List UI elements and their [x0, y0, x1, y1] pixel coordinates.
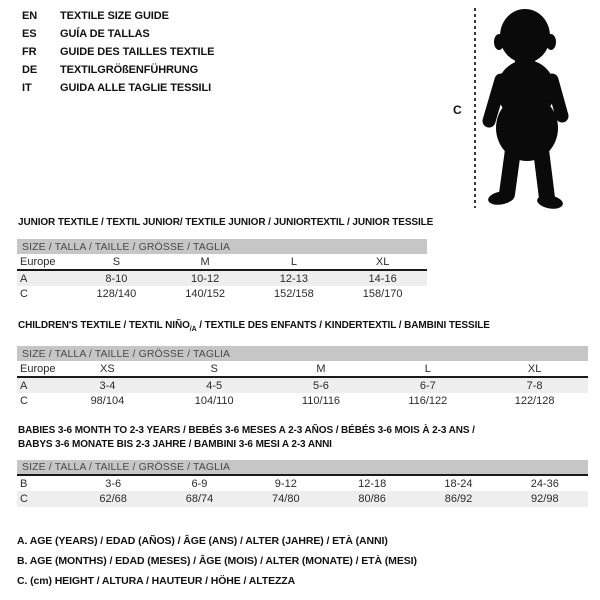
- size-header-label: SIZE / TALLA / TAILLE / GRÖSSE / TAGLIA: [17, 346, 588, 361]
- size-column-header: M: [268, 361, 375, 377]
- size-header-bar: [17, 239, 427, 254]
- table-row-height: [17, 393, 588, 409]
- footnote-a: A. AGE (YEARS) / EDAD (AÑOS) / ÂGE (ANS) / ALTER (JAHRE) / ETÀ (ANNI): [17, 535, 388, 547]
- row-label: C: [17, 491, 70, 507]
- cell: 4-5: [161, 377, 268, 393]
- cell: 3-4: [54, 377, 161, 393]
- children-size-table: [17, 346, 588, 409]
- table-row-age: [17, 377, 588, 393]
- language-code: FR: [22, 46, 37, 58]
- children-table-title: [18, 320, 588, 333]
- language-label: TEXTILE SIZE GUIDE: [60, 10, 169, 22]
- babies-table-title-line1: BABIES 3-6 MONTH TO 2-3 YEARS / BEBÉS 3-6 MESES A 2-3 AÑOS / BÉBÉS 3-6 MOIS À 2-3 ANS /: [18, 425, 475, 436]
- table-row-age: [17, 270, 427, 286]
- cell: 110/116: [301, 395, 341, 407]
- language-code: EN: [22, 10, 38, 22]
- cell: 122/128: [514, 395, 555, 407]
- cell: 14-16: [338, 270, 427, 286]
- cell: 12-13: [250, 270, 339, 286]
- size-column-header: L: [374, 361, 481, 377]
- language-row: [22, 61, 214, 79]
- language-label: GUIDA ALLE TAGLIE TESSILI: [60, 82, 212, 94]
- cell: 24-36: [530, 477, 559, 490]
- language-label: GUIDE DES TAILLES TEXTILE: [60, 46, 215, 58]
- region-label: Europe: [17, 254, 72, 270]
- cell: 74/80: [243, 491, 329, 507]
- size-header-label: SIZE / TALLA / TAILLE / GRÖSSE / TAGLIA: [17, 239, 427, 254]
- size-header-bar: [17, 346, 588, 361]
- region-label: Europe: [17, 361, 54, 377]
- cell: 18-24: [444, 477, 473, 490]
- babies-size-table: [17, 460, 588, 507]
- cell: 10-12: [161, 270, 250, 286]
- size-column-header: XS: [54, 361, 161, 377]
- children-table-title-text: / TEXTILE DES ENFANTS / KINDERTEXTIL / BAMBINI TESSILE: [196, 320, 490, 331]
- size-column-header: L: [250, 254, 339, 270]
- height-dotted-line: [474, 8, 476, 208]
- cell: 5-6: [268, 377, 375, 393]
- cell: 8-10: [72, 270, 161, 286]
- toddler-silhouette: [482, 8, 578, 210]
- row-label: C: [20, 395, 28, 407]
- babies-table-title: [18, 424, 588, 452]
- children-table-title-text: CHILDREN'S TEXTILE / TEXTIL NIÑO: [18, 320, 190, 331]
- size-columns-row: [17, 361, 588, 377]
- cell: 86/92: [415, 491, 501, 507]
- children-table-section: [17, 320, 588, 409]
- cell: 7-8: [481, 377, 588, 393]
- language-row: [22, 79, 214, 97]
- table-row-height: [17, 491, 588, 507]
- babies-table-title-line2: BABYS 3-6 MONATE BIS 2-3 JAHRE / BAMBINI 3-6 MESI A 2-3 ANNI: [18, 439, 332, 450]
- cell: 62/68: [70, 491, 156, 507]
- cell: 104/110: [194, 395, 234, 407]
- cell: 158/170: [362, 288, 403, 300]
- size-column-header: XL: [481, 361, 588, 377]
- table-row-age-months: [17, 475, 588, 491]
- language-code: DE: [22, 64, 38, 76]
- row-label: B: [20, 477, 28, 490]
- babies-table-section: [17, 424, 588, 507]
- junior-table-title: JUNIOR TEXTILE / TEXTIL JUNIOR/ TEXTILE JUNIOR / JUNIORTEXTIL / JUNIOR TESSILE: [18, 217, 434, 228]
- children-table-title-subscript: /A: [189, 326, 197, 333]
- cell: 98/104: [90, 395, 125, 407]
- size-column-header: XL: [338, 254, 427, 270]
- language-code: IT: [22, 82, 32, 94]
- size-column-header: S: [161, 361, 268, 377]
- table-row-height: [17, 286, 427, 302]
- footnotes: [17, 531, 417, 591]
- row-label: A: [17, 377, 54, 393]
- size-column-header: M: [161, 254, 250, 270]
- language-label: TEXTILGRÖßENFÜHRUNG: [60, 64, 199, 76]
- size-columns-row: [17, 254, 427, 270]
- cell: 116/122: [408, 395, 448, 407]
- cell: 92/98: [502, 491, 588, 507]
- language-label: GUÍA DE TALLAS: [60, 28, 150, 40]
- language-code: ES: [22, 28, 37, 40]
- language-row: [22, 7, 214, 25]
- height-marker-label: C: [453, 103, 462, 117]
- cell: 140/152: [185, 288, 225, 300]
- row-label: A: [17, 270, 72, 286]
- size-header-bar: [17, 460, 588, 475]
- size-column-header: S: [72, 254, 161, 270]
- footnote-b: B. AGE (MONTHS) / EDAD (MESES) / ÂGE (MOIS) / ALTER (MONATE) / ETÀ (MESI): [17, 555, 417, 567]
- language-list: [22, 7, 214, 97]
- size-header-label: SIZE / TALLA / TAILLE / GRÖSSE / TAGLIA: [17, 460, 588, 475]
- cell: 128/140: [96, 288, 137, 300]
- language-row: [22, 25, 214, 43]
- row-label: C: [20, 288, 28, 300]
- cell: 12-18: [358, 477, 387, 490]
- cell: 6-9: [191, 477, 208, 490]
- language-row: [22, 43, 214, 61]
- cell: 80/86: [329, 491, 415, 507]
- footnote-c: C. (cm) HEIGHT / ALTURA / HAUTEUR / HÖHE / ALTEZZA: [17, 575, 296, 587]
- cell: 3-6: [105, 477, 122, 490]
- cell: 6-7: [374, 377, 481, 393]
- junior-table-section: [17, 217, 434, 302]
- cell: 68/74: [156, 491, 242, 507]
- cell: 152/158: [273, 288, 314, 300]
- cell: 9-12: [274, 477, 297, 490]
- junior-size-table: [17, 239, 427, 302]
